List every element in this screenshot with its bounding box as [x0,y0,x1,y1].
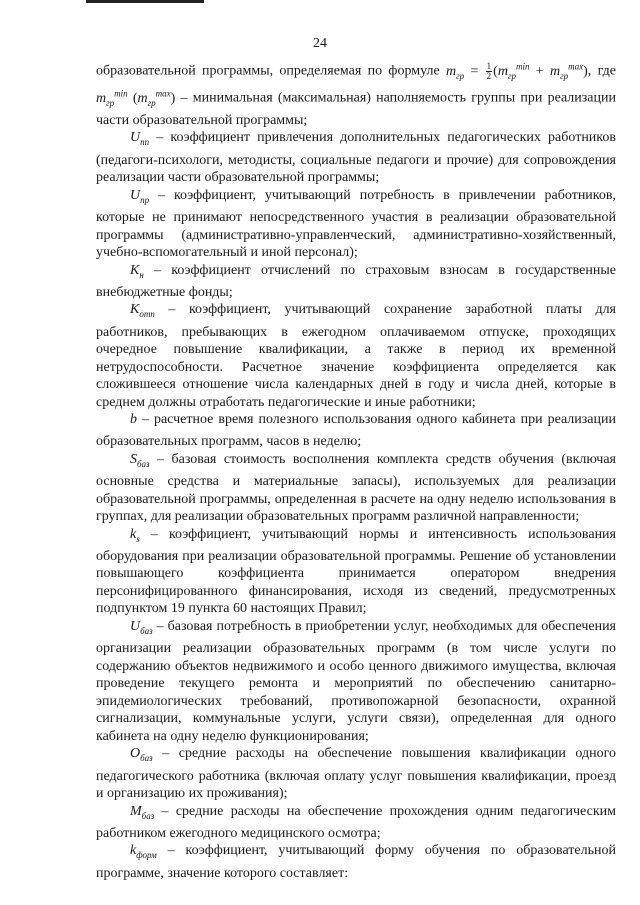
page-number: 24 [313,36,327,51]
term-definition: – базовая потребность в приобретении услуг, необходимых для обеспечения организации реализации образовательных программ (в том числе услуги по содержанию объектов недвижимого и особо ценного движимого имущества, включая проведение текущего ремонта и мероприятий по обеспечению санитарно-эпидемиологических требований, противопожарной безопасности, охранной сигнализации, коммунальные услуги, услуги связи), определенная для одного кабинета на одну неделю функционирования; [96,618,616,744]
intro-paragraph [96,58,616,129]
term-s-baz [96,451,616,526]
term-symbol: $U_{пр}$ [130,187,150,205]
term-symbol: $M_{баз}$ [130,803,155,821]
term-symbol: $k_s$ [130,526,140,544]
document-body [96,58,616,882]
formula-m-min-max: $m_{гр}^{min}$ $(m_{гр}^{max})$ [96,87,176,108]
term-symbol: $k_{форм}$ [130,843,157,861]
term-o-baz [96,745,616,802]
term-u-baz [96,618,616,745]
term-definition: – коэффициент, учитывающий потребность в привлечении работников, которые не принимают непосредственного участия в реализации образовательной программы (административно-управленческий, административно-хозяйственный, учебно-вспомогательный и иной персонал); [96,187,616,260]
term-definition: – базовая стоимость восполнения комплекта средств обучения (включая основные средства и материальные запасы), используемых для реализации образовательной программы, определенная в расчете на одну неделю использования в группах, для реализации образовательных программ различной направленности; [96,451,616,525]
term-definition: – расчетное время полезного использования одного кабинета при реализации образовательных программ, часов в неделю; [96,412,616,450]
term-definition: – коэффициент привлечения дополнительных педагогических работников (педагоги-психологи, методисты, социальные педагоги и прочие) для сопровождения реализации части образовательной программы; [96,130,616,186]
term-symbol: $K_{отп}$ [130,302,155,320]
term-k-otp [96,301,616,411]
term-b [96,411,616,451]
intro-text-b: , где [587,63,616,79]
term-symbol: $O_{баз}$ [130,746,153,764]
term-k-n [96,262,616,302]
term-u-pp [96,129,616,186]
term-definition: – коэффициент, учитывающий нормы и интенсивность использования оборудования при реализации образовательной программы. Решение об установлении повышающего коэффициента принимается оператором внедрения персонифицированного финансирования, исходя из сведений, предусмотренных подпунктом 19 пункта 60 настоящих Правил; [96,526,616,617]
term-definition: – коэффициент, учитывающий сохранение заработной платы для работников, пребывающих в ежегодном оплачиваемом отпуске, проходящих очередное повышение квалификации, а также в период их временной нетрудоспособности. Расчетное значение коэффициента определяется как сложившееся отношение числа календарных дней в году и числа дней, которые в среднем должны отработать педагогические и иные работники; [96,302,616,410]
term-definition: – средние расходы на обеспечение прохождения одним педагогическим работником ежегодного медицинского осмотра; [96,803,616,841]
term-k-s [96,526,616,618]
term-definition: – средние расходы на обеспечение повышения квалификации одного педагогического работника (включая оплату услуг повышения квалификации, проезд и организацию их проживания); [96,746,616,802]
term-definition: – коэффициент, учитывающий форму обучения по образовательной программе, значение которого составляет: [96,843,616,881]
term-symbol: $U_{баз}$ [130,618,153,636]
intro-text-c: – минимальная (максимальная) наполняемость группы при реализации части образовательной программы; [96,90,616,128]
term-k-form [96,842,616,882]
formula-m-gr: $m_{гр}$ = $\frac{1}{2}$ $(m_{гр}^{min} + m_{гр}^{max})$ [446,60,588,81]
term-symbol: $S_{баз}$ [130,451,150,469]
term-m-baz [96,803,616,843]
term-symbol: $U_{пп}$ [130,130,150,148]
term-symbol: $K_н$ [130,262,144,280]
intro-text-a: образовательной программы, определяемая по формуле [96,63,447,79]
scan-edge-mark [86,0,204,3]
term-u-pr [96,187,616,262]
term-definition: – коэффициент отчислений по страховым взносам в государственные внебюджетные фонды; [96,262,616,300]
term-symbol: b [130,412,137,428]
